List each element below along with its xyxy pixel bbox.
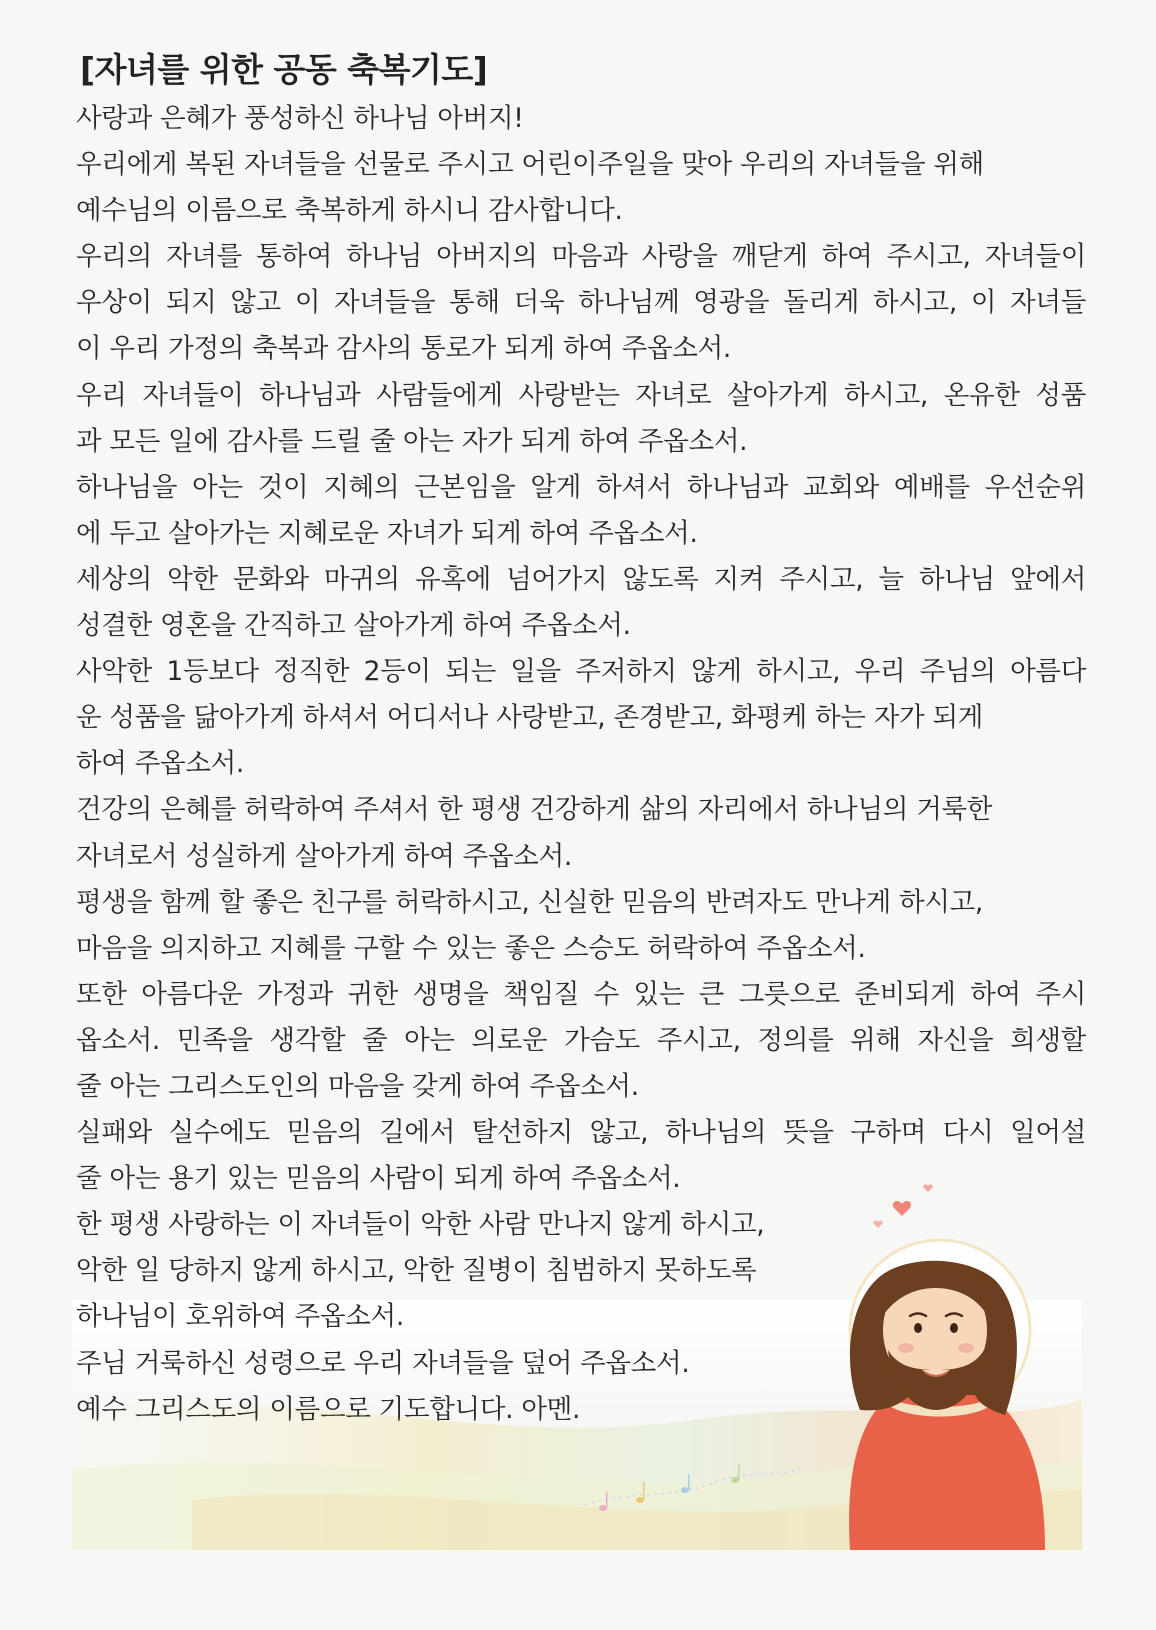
prayer-line: 마음을 의지하고 지혜를 구할 수 있는 좋은 스승도 허락하여 주옵소서. <box>76 932 866 964</box>
prayer-line: 우상이 되지 않고 이 자녀들을 통해 더욱 하나님께 영광을 돌리게 하시고, 이 자녀들 <box>76 287 1086 319</box>
prayer-line: 우리 자녀들이 하나님과 사람들에게 사랑받는 자녀로 살아가게 하시고, 온유한 성품 <box>76 379 1086 411</box>
prayer-line: 하나님이 호위하여 주옵소서. <box>76 1301 404 1333</box>
prayer-line: 사악한 1등보다 정직한 2등이 되는 일을 주저하지 않게 하시고, 우리 주님의 아름다 <box>76 656 1086 688</box>
prayer-line: 운 성품을 닮아가게 하셔서 어디서나 사랑받고, 존경받고, 화평케 하는 자가 되게 <box>76 702 984 734</box>
prayer-line: 에 두고 살아가는 지혜로운 자녀가 되게 하여 주옵소서. <box>76 517 698 549</box>
prayer-line: 예수님의 이름으로 축복하게 하시니 감사합니다. <box>76 195 623 227</box>
prayer-line: 예수 그리스도의 이름으로 기도합니다. 아멘. <box>76 1393 581 1425</box>
prayer-line: 주님 거룩하신 성령으로 우리 자녀들을 덮어 주옵소서. <box>76 1347 690 1379</box>
prayer-line: 또한 아름다운 가정과 귀한 생명을 책임질 수 있는 큰 그릇으로 준비되게 하여 주시 <box>76 978 1086 1010</box>
prayer-line: 옵소서. 민족을 생각할 줄 아는 의로운 가슴도 주시고, 정의를 위해 자신을 희생할 <box>76 1024 1086 1056</box>
prayer-line: 우리의 자녀를 통하여 하나님 아버지의 마음과 사랑을 깨닫게 하여 주시고, 자녀들이 <box>76 241 1086 273</box>
prayer-line: 과 모든 일에 감사를 드릴 줄 아는 자가 되게 하여 주옵소서. <box>76 425 748 457</box>
prayer-line: 한 평생 사랑하는 이 자녀들이 악한 사람 만나지 않게 하시고, <box>76 1209 765 1241</box>
prayer-line: 성결한 영혼을 간직하고 살아가게 하여 주옵소서. <box>76 610 631 642</box>
prayer-line: 악한 일 당하지 않게 하시고, 악한 질병이 침범하지 못하도록 <box>76 1255 757 1287</box>
prayer-line: 줄 아는 그리스도인의 마음을 갖게 하여 주옵소서. <box>76 1070 639 1102</box>
prayer-line: 하나님을 아는 것이 지혜의 근본임을 알게 하셔서 하나님과 교회와 예배를 우선순위 <box>76 471 1086 503</box>
jesus-illustration <box>830 1170 1070 1550</box>
prayer-line: 건강의 은혜를 허락하여 주셔서 한 평생 건강하게 삶의 자리에서 하나님의 거룩한 <box>76 794 993 826</box>
prayer-line: 자녀로서 성실하게 살아가게 하여 주옵소서. <box>76 840 572 872</box>
prayer-line: 세상의 악한 문화와 마귀의 유혹에 넘어가지 않도록 지켜 주시고, 늘 하나님 앞에서 <box>76 563 1086 595</box>
music-notes-icon <box>585 1460 805 1520</box>
prayer-line: 실패와 실수에도 믿음의 길에서 탈선하지 않고, 하나님의 뜻을 구하며 다시 일어설 <box>76 1117 1086 1149</box>
prayer-line: 이 우리 가정의 축복과 감사의 통로가 되게 하여 주옵소서. <box>76 333 731 365</box>
prayer-line: 사랑과 은혜가 풍성하신 하나님 아버지! <box>76 103 524 134</box>
prayer-line: 줄 아는 용기 있는 믿음의 사람이 되게 하여 주옵소서. <box>76 1163 681 1195</box>
heart-icon <box>873 1185 932 1228</box>
prayer-line: 하여 주옵소서. <box>76 748 245 780</box>
prayer-title: [자녀를 위한 공동 축복기도] <box>80 50 488 89</box>
prayer-line: 평생을 함께 할 좋은 친구를 허락하시고, 신실한 믿음의 반려자도 만나게 하시고, <box>76 886 984 918</box>
prayer-line: 우리에게 복된 자녀들을 선물로 주시고 어린이주일을 맞아 우리의 자녀들을 위해 <box>76 149 984 181</box>
